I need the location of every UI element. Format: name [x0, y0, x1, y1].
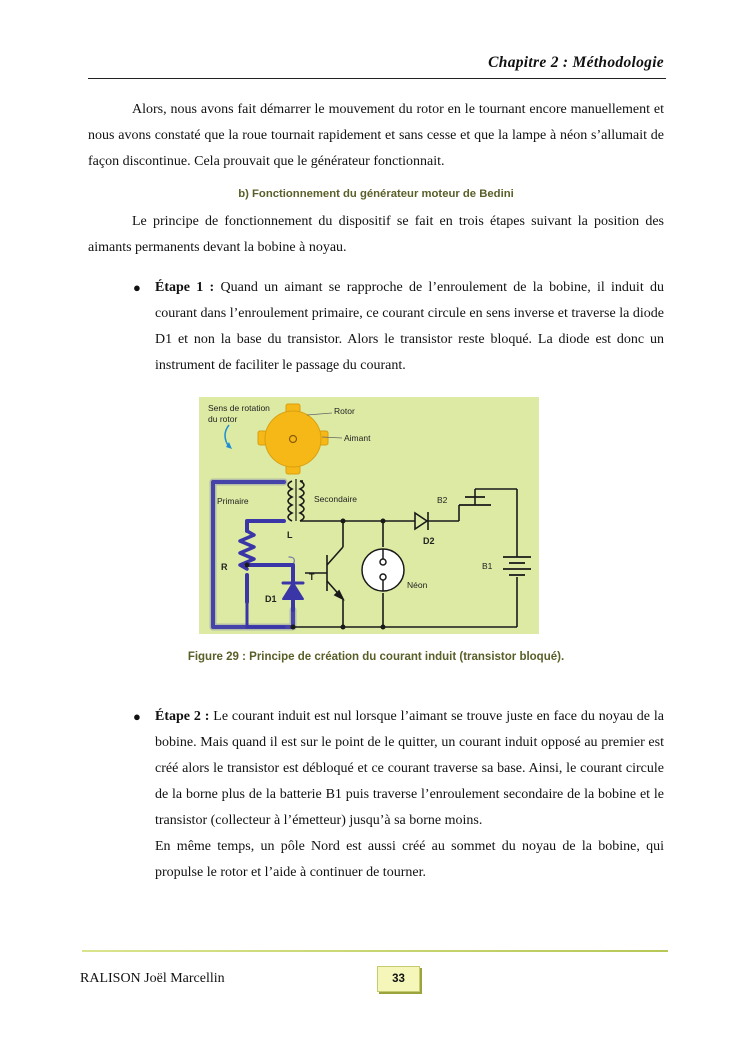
label-d2: D2: [423, 536, 435, 546]
footer-author: RALISON Joël Marcellin: [80, 971, 225, 986]
label-neon: Néon: [407, 580, 428, 590]
step1-text: Quand un aimant se rapproche de l’enroulement de la bobine, il induit du courant dans l’enroulement primaire, ce courant circule en sens inverse et traverse la diode D1 et non la base du transistor. Alors le transistor reste bloqué. La diode est donc un instrument de faciliter le passage du courant.: [155, 280, 664, 373]
label-primaire: Primaire: [217, 496, 249, 506]
page-header: [88, 52, 666, 79]
figure-caption: Figure 29 : Principe de création du courant induit (transistor bloqué).: [187, 651, 565, 663]
circuit-figure: [199, 397, 539, 634]
step2-extra: En même temps, un pôle Nord est aussi créé au sommet du noyau de la bobine, qui propulse le rotor et l’aide à continuer de tourner.: [155, 839, 664, 880]
label-t: T: [309, 572, 315, 582]
list-item-step2: [88, 704, 664, 834]
chapter-title: Chapitre 2 : Méthodologie: [488, 54, 664, 71]
step2-label: Étape 2 :: [155, 709, 210, 724]
section-heading: b) Fonctionnement du générateur moteur de Bedini: [238, 188, 514, 200]
bullet-icon: ●: [133, 709, 141, 724]
paragraph-intro: Alors, nous avons fait démarrer le mouvement du rotor en le tournant encore manuellement et nous avons constaté que la roue tournait rapidement et sans cesse et que la lampe à néon s’allumait de façon discontinue. Cela prouvait que le générateur fonctionnait.: [88, 102, 664, 169]
page-number: 33: [377, 966, 420, 992]
label-l: L: [287, 530, 293, 540]
label-b2: B2: [437, 495, 448, 505]
label-secondaire: Secondaire: [314, 494, 358, 504]
label-r: R: [221, 562, 228, 572]
list-item-step1: [88, 275, 664, 379]
body-text-top: [88, 97, 664, 379]
label-b1: B1: [482, 561, 493, 571]
label-d1: D1: [265, 594, 277, 604]
label-du-rotor: du rotor: [208, 414, 238, 424]
label-sens-rotation: Sens de rotation: [208, 403, 270, 413]
paragraph-principle: Le principe de fonctionnement du dispositif se fait en trois étapes suivant la position des aimants permanents devant la bobine à noyau.: [88, 214, 664, 255]
circuit-diagram: [199, 397, 539, 634]
label-aimant: Aimant: [344, 433, 371, 443]
neon-lamp-icon: [362, 549, 404, 591]
step1-label: Étape 1 :: [155, 280, 215, 295]
label-rotor: Rotor: [334, 406, 355, 416]
bullet-icon: ●: [133, 280, 141, 295]
footer-divider: [82, 950, 668, 952]
body-text-bottom: [88, 704, 664, 886]
step2-text: Le courant induit est nul lorsque l’aimant se trouve juste en face du noyau de la bobine. Mais quand il est sur le point de le quitter, un courant induit opposé au premier est créé alors le transistor est débloqué et ce courant traverse sa base. Ainsi, le courant circule de la borne plus de la batterie B1 puis traverse l’enroulement secondaire de la bobine et le transistor (collecteur à l’émetteur) jusqu’à sa borne moins.: [155, 709, 664, 828]
